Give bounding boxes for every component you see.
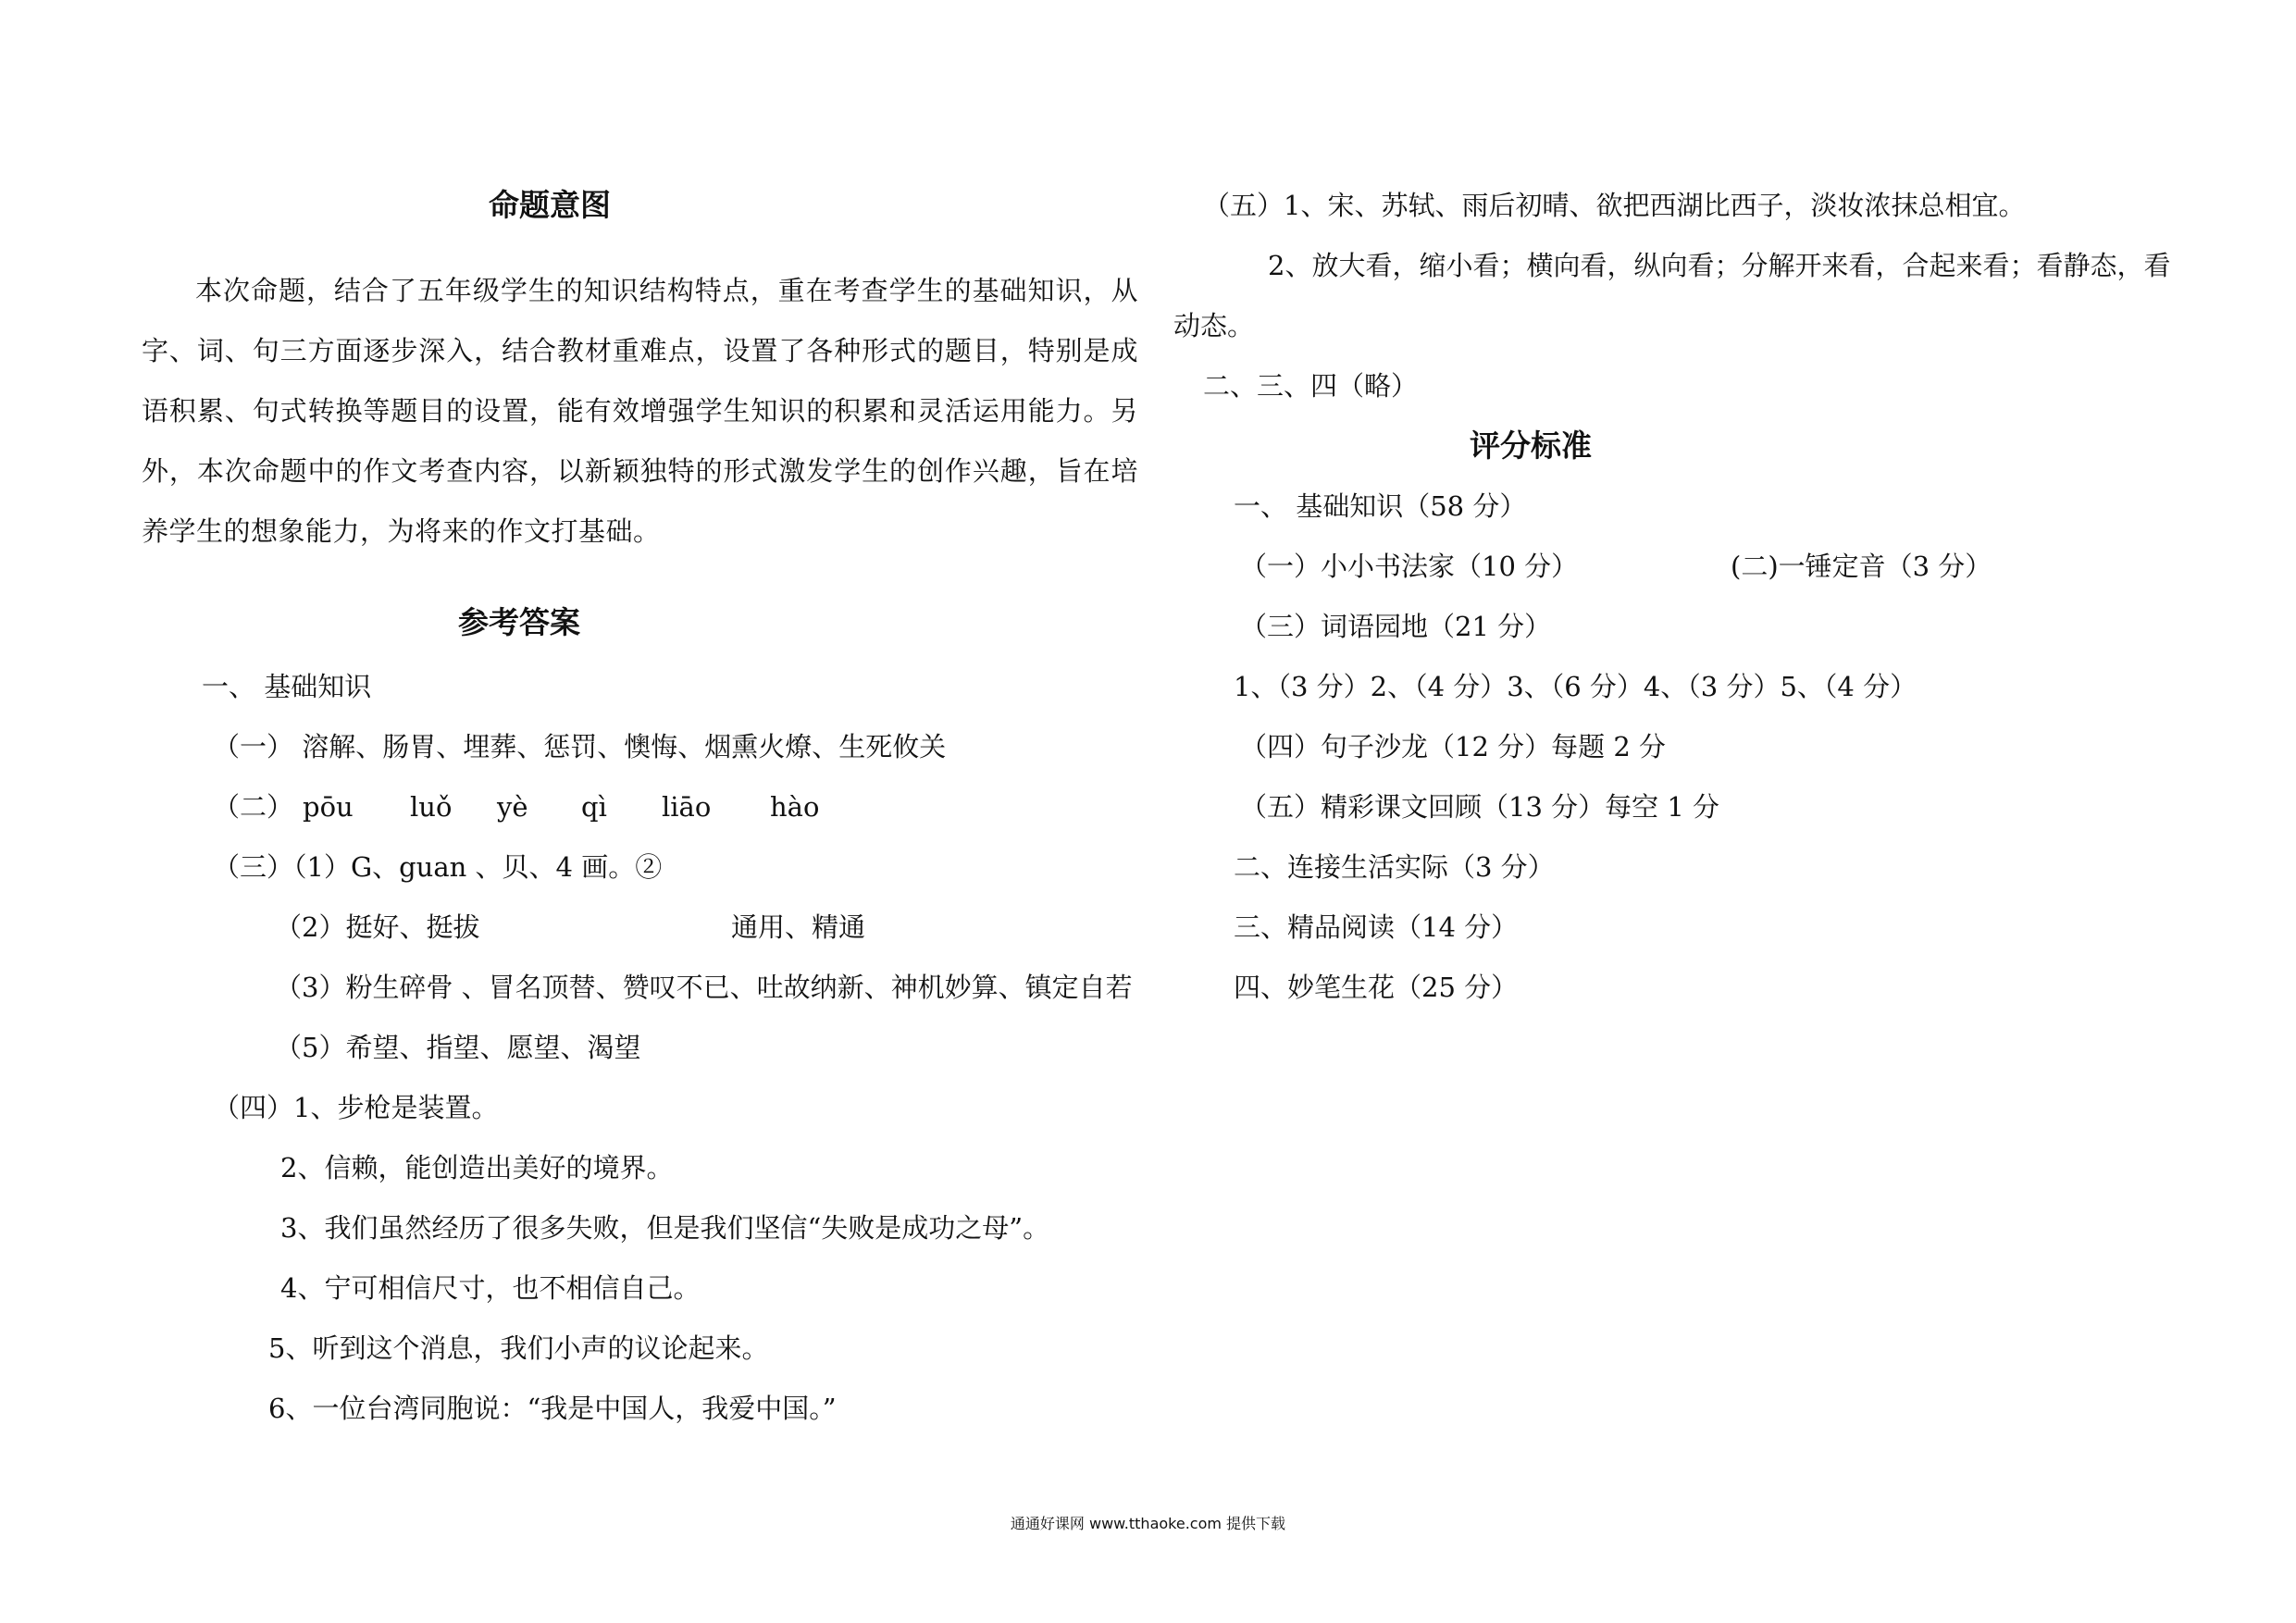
scoring-item-4: （四）句子沙龙（12 分）每题 2 分	[1240, 731, 1667, 762]
scoring-section-3: 三、精品阅读（14 分）	[1234, 911, 1519, 943]
answer-q3-1: （三）（1）G、guan 、贝、4 画。②	[213, 851, 663, 883]
answer-q5-1: （五）1、宋、苏轼、雨后初晴、欲把西湖比西子，淡妆浓抹总相宜。	[1203, 190, 2026, 221]
answer-rest: 二、三、四（略）	[1203, 370, 1419, 402]
answer-q4-5: 5、听到这个消息，我们小声的议论起来。	[268, 1332, 769, 1364]
intent-title: 命题意图	[489, 187, 611, 223]
answer-q5-2b: 动态。	[1173, 310, 1255, 341]
answer-section-1: 一、 基础知识	[202, 671, 372, 702]
scoring-item-2: (二)一锤定音（3 分）	[1731, 551, 1992, 582]
scoring-title: 评分标准	[1470, 427, 1592, 464]
answer-q2-label: （二）	[213, 791, 294, 823]
scoring-section-1: 一、 基础知识（58 分）	[1234, 490, 1527, 522]
answer-q4-3: 3、我们虽然经历了很多失败，但是我们坚信“失败是成功之母”。	[280, 1212, 1050, 1244]
scoring-section-2: 二、连接生活实际（3 分）	[1234, 851, 1555, 883]
pinyin-item: liāo	[662, 791, 712, 823]
answer-q4-1: （四）1、步枪是装置。	[213, 1092, 499, 1123]
scoring-section-4: 四、妙笔生花（25 分）	[1234, 972, 1519, 1003]
answer-q4-6: 6、一位台湾同胞说：“我是中国人，我爱中国。”	[268, 1393, 837, 1424]
answer-q1: （一） 溶解、肠胃、埋葬、惩罚、懊悔、烟熏火燎、生死攸关	[213, 731, 947, 762]
answer-q3-2b: 通用、精通	[731, 911, 866, 943]
pinyin-item: qì	[581, 791, 607, 823]
footer-source: 通通好课网 www.tthaoke.com 提供下载	[1010, 1515, 1286, 1532]
answer-q3-5: （5）希望、指望、愿望、渴望	[275, 1032, 641, 1063]
pinyin-item: yè	[497, 791, 528, 823]
pinyin-item: hào	[770, 791, 820, 823]
answer-q4-4: 4、宁可相信尺寸，也不相信自己。	[280, 1272, 701, 1304]
answer-q3-3: （3）粉生碎骨 、冒名顶替、赞叹不已、吐故纳新、神机妙算、镇定自若	[275, 972, 1133, 1003]
answer-q2	[213, 788, 819, 825]
answer-q4-2: 2、信赖，能创造出美好的境界。	[280, 1152, 674, 1183]
pinyin-item: luǒ	[410, 791, 453, 823]
scoring-item-5: （五）精彩课文回顾（13 分）每空 1 分	[1240, 791, 1720, 823]
scoring-item-1: （一）小小书法家（10 分）	[1240, 551, 1579, 582]
scoring-item-3: （三）词语园地（21 分）	[1240, 611, 1552, 642]
answer-q5-2a: 2、放大看，缩小看；横向看，纵向看；分解开来看，合起来看；看静态，看	[1268, 250, 2171, 281]
scoring-item-breakdown: 1、（3 分）2、（4 分）3、（6 分）4、（3 分）5、（4 分）	[1234, 671, 1917, 702]
intent-paragraph: 本次命题，结合了五年级学生的知识结构特点，重在考查学生的基础知识，从字、词、句三方面逐步深入，结合教材重难点，设置了各种形式的题目，特别是成语积累、句式转换等题目的设置，能有效增强学生知识的积累和灵活运用能力。另外，本次命题中的作文考查内容，以新颖独特的形式激发学生的创作兴趣，旨在培养学生的想象能力，为将来的作文打基础。	[142, 275, 1138, 547]
pinyin-item: pōu	[303, 791, 354, 823]
answer-q3-2a: （2）挺好、挺拔	[275, 911, 480, 943]
answer-title: 参考答案	[458, 604, 580, 640]
